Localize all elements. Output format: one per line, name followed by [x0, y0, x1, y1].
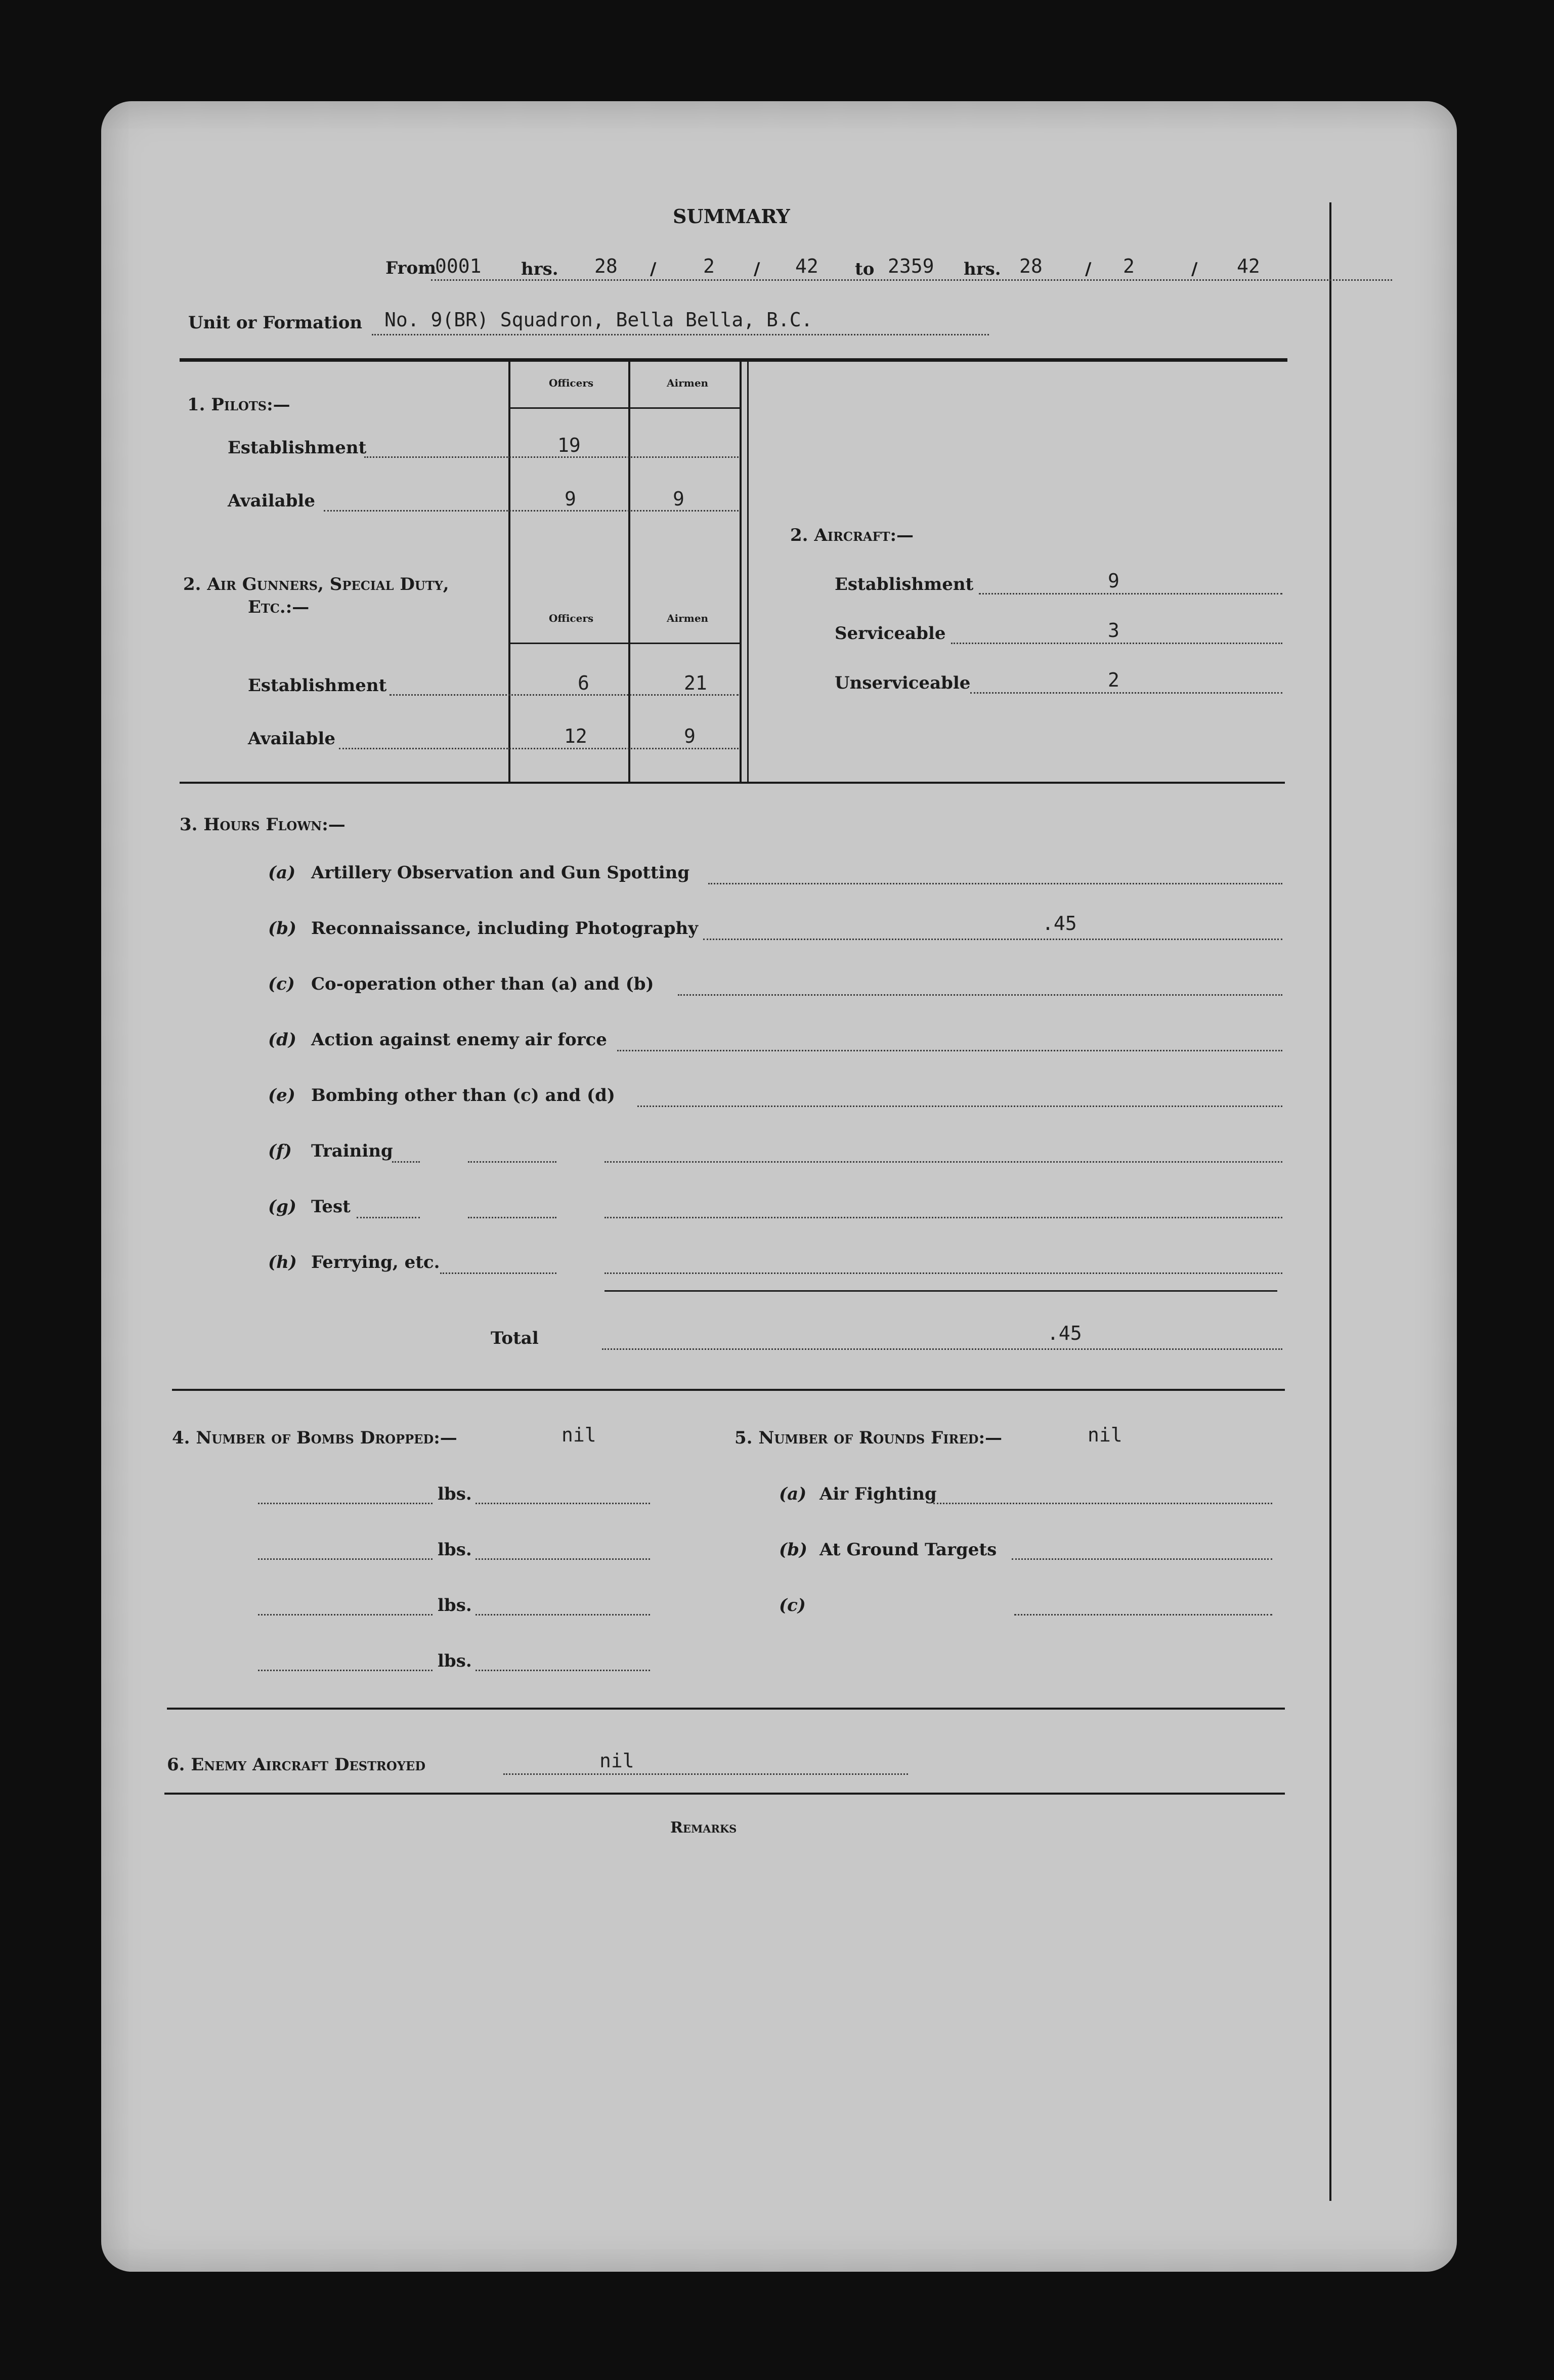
- from-time: 0001: [435, 255, 482, 277]
- hours-total-value: .45: [1047, 1322, 1082, 1344]
- gunners-available-airmen: 9: [684, 725, 696, 747]
- gunners-officers-col: Officers: [549, 612, 594, 624]
- bombs-lbs-2: lbs.: [438, 1540, 472, 1560]
- hours-a-label: Artillery Observation and Gun Spotting: [311, 863, 690, 883]
- to-hrs-label: hrs.: [964, 259, 1001, 279]
- from-day: 28: [594, 255, 618, 277]
- enemy-value: nil: [599, 1750, 634, 1772]
- bombs-lbs-1: lbs.: [438, 1484, 472, 1504]
- summary-form-page: SUMMARY From 0001 hrs. 28 / 2 / 42 to 2359 hrs. 28 / 2 / 42 Unit or Formation No. 9(BR) Squadron, Bella Bella, B.C. Officers Airmen Officers Airmen 1. Pilots:— Establishment 19 Available 9 9 2. Air Gunners, Special Duty, Etc.:— Establishment 6 21 Available 12 9 2. Aircraft:— Establishment 9 Serviceable 3 Unserviceable 2 3. Hours Flown:— (a) Artillery Observation and Gun Spotting (b) Reconnaissance, including Photography .45 (c) Co-operation other than (a) and (b) (d) Action against enemy air force (e) Bombing other than (c) and (d) (f) Training (g) Test (h) Ferrying, etc. Total .45 4. Number of Bombs Dropped:— nil lbs. lbs. lbs. lbs. 5. Number of Rounds Fired:— nil (a) Air Fighting (b) At Ground Targets (c) 6. Enemy Aircraft Destroyed nil Remarks: [101, 101, 1457, 2272]
- unit-label: Unit or Formation: [188, 313, 363, 333]
- aircraft-unserviceable-label: Unserviceable: [835, 673, 971, 693]
- to-month: 2: [1123, 255, 1135, 277]
- gunners-establishment-officers: 6: [578, 672, 589, 694]
- bombs-value: nil: [562, 1424, 596, 1446]
- hours-b-value: .45: [1042, 912, 1077, 934]
- hours-c-label: Co-operation other than (a) and (b): [311, 974, 654, 994]
- aircraft-serviceable-value: 3: [1108, 619, 1119, 642]
- from-year: 42: [795, 255, 818, 277]
- hours-g-label: Test: [311, 1197, 351, 1217]
- aircraft-establishment-label: Establishment: [835, 574, 974, 594]
- bombs-lbs-3: lbs.: [438, 1595, 472, 1616]
- unit-value: No. 9(BR) Squadron, Bella Bella, B.C.: [384, 309, 813, 331]
- from-hrs-label: hrs.: [521, 259, 558, 279]
- bombs-lbs-4: lbs.: [438, 1651, 472, 1671]
- aircraft-serviceable-label: Serviceable: [835, 623, 946, 644]
- pilots-establishment-officers: 19: [557, 434, 581, 456]
- aircraft-establishment-value: 9: [1108, 570, 1119, 592]
- pilots-available-airmen: 9: [673, 488, 684, 510]
- rounds-heading: 5. Number of Rounds Fired:—: [735, 1428, 1003, 1448]
- gunners-establishment-airmen: 21: [684, 672, 707, 694]
- pilots-heading: 1. Pilots:—: [187, 395, 290, 415]
- hours-e-label: Bombing other than (c) and (d): [311, 1085, 615, 1106]
- pilots-airmen-col: Airmen: [667, 377, 709, 389]
- to-year: 42: [1237, 255, 1260, 277]
- gunners-establishment-label: Establishment: [248, 675, 387, 696]
- form-title: SUMMARY: [673, 205, 790, 228]
- remarks-heading: Remarks: [670, 1819, 737, 1837]
- from-month: 2: [703, 255, 715, 277]
- aircraft-unserviceable-value: 2: [1108, 669, 1119, 691]
- from-label: From: [385, 258, 437, 278]
- gunners-available-officers: 12: [564, 725, 587, 747]
- gunners-heading-2: Etc.:—: [248, 597, 310, 617]
- rounds-value: nil: [1088, 1424, 1123, 1446]
- pilots-establishment-label: Establishment: [228, 438, 367, 458]
- to-time: 2359: [888, 255, 934, 277]
- aircraft-heading: 2. Aircraft:—: [790, 525, 914, 545]
- enemy-heading: 6. Enemy Aircraft Destroyed: [167, 1755, 426, 1775]
- gunners-available-label: Available: [248, 729, 335, 749]
- to-label: to: [855, 259, 875, 279]
- hours-h-label: Ferrying, etc.: [311, 1252, 440, 1272]
- rounds-b-label: At Ground Targets: [819, 1540, 997, 1560]
- margin-rule: [1329, 202, 1331, 2201]
- gunners-airmen-col: Airmen: [667, 612, 709, 624]
- bombs-heading: 4. Number of Bombs Dropped:—: [172, 1428, 457, 1448]
- hours-d-label: Action against enemy air force: [311, 1030, 607, 1050]
- pilots-available-label: Available: [228, 491, 315, 511]
- rounds-a-label: Air Fighting: [819, 1484, 937, 1504]
- hours-b-label: Reconnaissance, including Photography: [311, 918, 698, 939]
- pilots-available-officers: 9: [565, 488, 576, 510]
- hours-total-label: Total: [491, 1328, 539, 1348]
- gunners-heading-1: 2. Air Gunners, Special Duty,: [183, 574, 449, 594]
- hours-f-label: Training: [311, 1141, 393, 1161]
- hours-heading: 3. Hours Flown:—: [180, 815, 346, 835]
- pilots-officers-col: Officers: [549, 377, 594, 389]
- to-day: 28: [1019, 255, 1043, 277]
